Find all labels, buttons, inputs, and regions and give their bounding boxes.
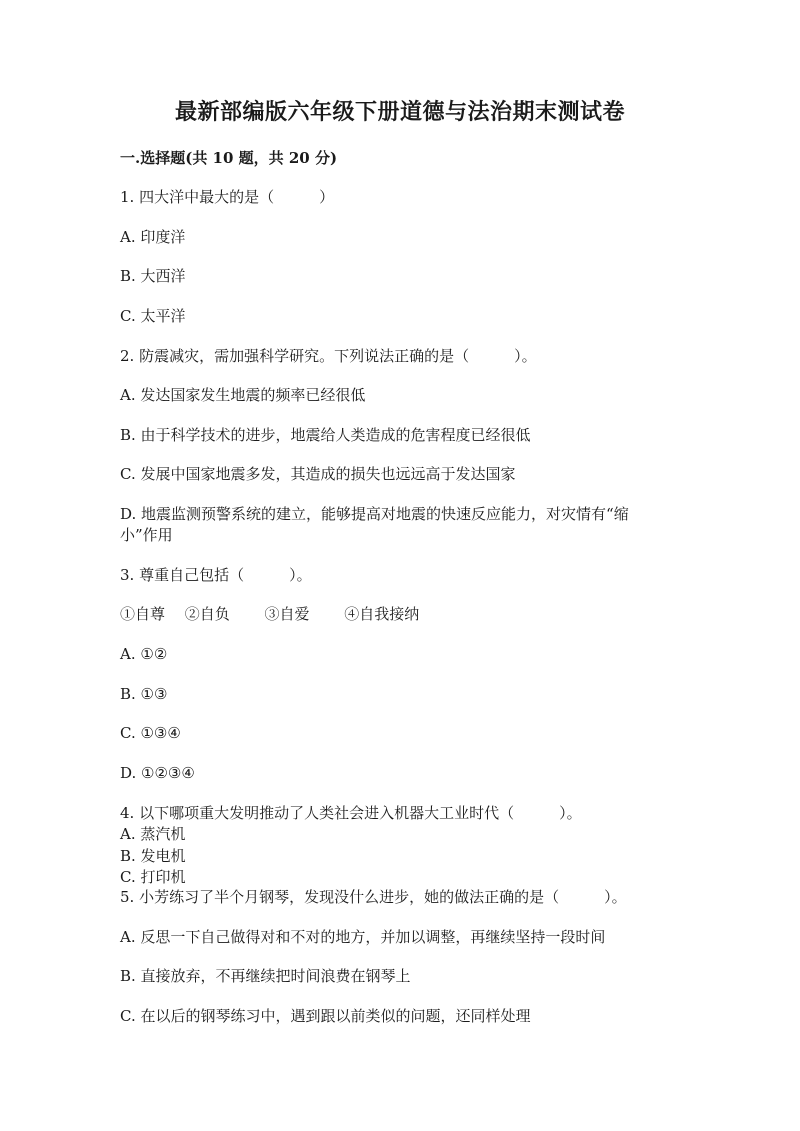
question-2-option-b: B. 由于科学技术的进步，地震给人类造成的危害程度已经很低 <box>120 426 531 444</box>
question-3-option-c: C. ①③④ <box>120 724 181 742</box>
question-4-option-c: C. 打印机 <box>120 868 186 886</box>
question-4-stem: 4. 以下哪项重大发明推动了人类社会进入机器大工业时代（ ）。 <box>120 804 582 822</box>
question-1-stem: 1. 四大洋中最大的是（ ） <box>120 188 335 206</box>
question-1-option-c: C. 太平洋 <box>120 307 186 325</box>
question-3-option-a: A. ①② <box>120 645 168 663</box>
question-5-option-c: C. 在以后的钢琴练习中，遇到跟以前类似的问题，还同样处理 <box>120 1007 531 1025</box>
question-5-option-b: B. 直接放弃，不再继续把时间浪费在钢琴上 <box>120 967 411 985</box>
question-2-option-c: C. 发展中国家地震多发，其造成的损失也远远高于发达国家 <box>120 465 516 483</box>
question-2-stem: 2. 防震减灾，需加强科学研究。下列说法正确的是（ ）。 <box>120 347 537 365</box>
question-4-option-b: B. 发电机 <box>120 847 186 865</box>
question-2-option-d-line-1: D. 地震监测预警系统的建立，能够提高对地震的快速反应能力，对灾情有“缩 <box>120 505 629 523</box>
question-3-option-d: D. ①②③④ <box>120 764 195 782</box>
question-3-stem: 3. 尊重自己包括（ ）。 <box>120 566 312 584</box>
question-3-items: ①自尊 ②自负 ③自爱 ④自我接纳 <box>120 605 420 623</box>
question-3-option-b: B. ①③ <box>120 685 168 703</box>
question-4-option-a: A. 蒸汽机 <box>120 825 186 843</box>
question-1-option-a: A. 印度洋 <box>120 228 186 246</box>
exam-title: 最新部编版六年级下册道德与法治期末测试卷 <box>174 99 625 125</box>
question-5-stem: 5. 小芳练习了半个月钢琴，发现没什么进步，她的做法正确的是（ ）。 <box>120 888 627 906</box>
question-5-option-a: A. 反思一下自己做得对和不对的地方，并加以调整，再继续坚持一段时间 <box>120 928 606 946</box>
question-1-option-b: B. 大西洋 <box>120 267 186 285</box>
section-heading: 一.选择题(共 10 题，共 20 分) <box>120 149 338 167</box>
question-2-option-a: A. 发达国家发生地震的频率已经很低 <box>120 386 366 404</box>
question-2-option-d-line-2: 小”作用 <box>120 526 173 544</box>
